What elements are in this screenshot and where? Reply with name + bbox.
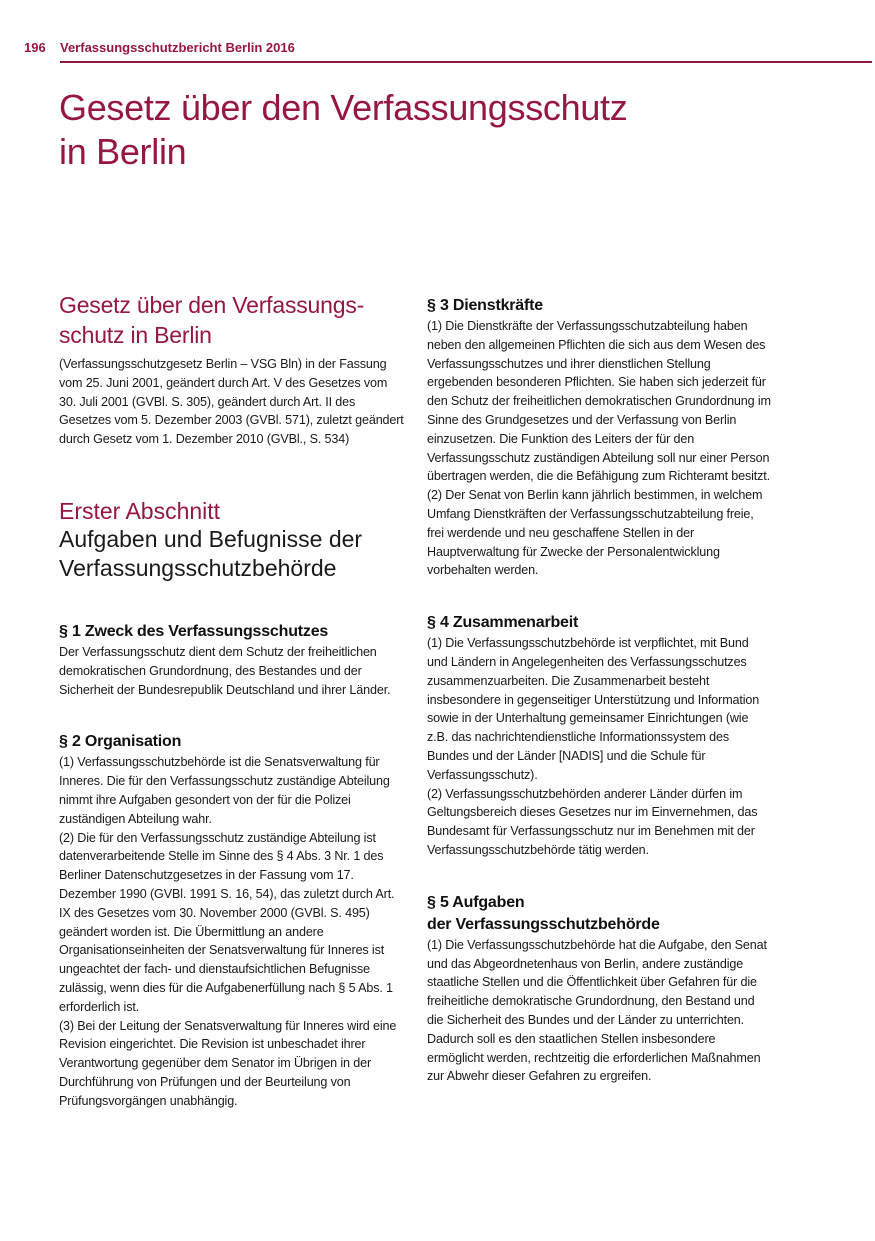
header-rule bbox=[60, 61, 872, 63]
paragraph-3 bbox=[427, 295, 772, 580]
page-title bbox=[59, 86, 659, 174]
running-header bbox=[24, 40, 295, 58]
section-title-line-1: Aufgaben und Befugnisse der bbox=[59, 525, 363, 552]
left-column bbox=[59, 290, 404, 1111]
paragraph-text: (2) Die für den Verfassungsschutz zuständige Abteilung ist datenverarbeitende Stelle im Sinne des § 4 Abs. 3 Nr. 1 des Berliner Datenschutzgesetzes in der Fassung vom 17. Dezember 1990 (GVBl. 1991 S. 16, 54), das zuletzt durch Art. IX des Gesetzes vom 30. November 2000 (GVBl. S. 495) geändert worden ist. Die Übermittlung an andere Organisationseinheiten der Senatsverwaltung für Inneres ist ungeachtet der fach- und dienstaufsichtlichen Befugnisse zulässig, wenn dies für die Aufgabenerfüllung nach § 5 Abs. 1 erforderlich ist. bbox=[59, 830, 395, 1014]
paragraph-2 bbox=[59, 731, 404, 1110]
paragraph-text: (1) Die Verfassungsschutzbehörde hat die Aufgabe, den Senat und das Abgeordnetenhaus von Berlin, andere zuständige staatliche Stellen und die Öffentlichkeit über Gefahren für die freiheitliche demokratische Grundordnung, den Bestand und die Sicherheit des Bundes und der Länder zu unterrichten. Dadurch soll es den staatlichen Stellen insbesondere ermöglicht werden, rechtzeitig die erforderlichen Maßnahmen zur Abwehr dieser Gefahren zu ergreifen. bbox=[427, 937, 767, 1084]
paragraph-text: (1) Die Dienstkräfte der Verfassungsschutzabteilung haben neben den allgemeinen Pflichten die sich aus dem Wesen des Verfassungsschutzes und ihrer dienstlichen Stellung ergebenden besonderen Pflichten. Sie haben sich jederzeit für den Schutz der freiheitlichen demokratischen Grundordnung im Sinne des Grundgesetzes und der Verfassung von Berlin einzusetzen. Die Funktion des Leiters der für den Verfassungsschutz zuständigen Abteilung soll nur einer Person übertragen werden, die die Befähigung zum Richteramt besitzt. bbox=[427, 319, 771, 484]
paragraph-heading: § 2 Organisation bbox=[59, 733, 182, 751]
right-column bbox=[427, 295, 772, 1086]
paragraph-text: (2) Der Senat von Berlin kann jährlich bestimmen, in welchem Umfang Dienstkräften der Verfassungsschutzabteilung freie, frei werdende und neu geschaffene Stellen in der Hauptverwaltung für Zwecke der Personalentwicklung vorbehalten werden. bbox=[427, 488, 763, 578]
page-number: 196 bbox=[24, 40, 46, 55]
page-title-line-1: Gesetz über den Verfassungsschutz bbox=[59, 87, 628, 128]
paragraph-heading-line-2: der Verfassungsschutzbehörde bbox=[427, 915, 660, 933]
law-title-line-2: schutz in Berlin bbox=[59, 322, 212, 348]
paragraph-text: (1) Verfassungsschutzbehörde ist die Senatsverwaltung für Inneres. Die für den Verfassungsschutz zuständige Abteilung nimmt ihre Aufgaben gesondert von der für die Polizei zuständigen Abteilung wahr. bbox=[59, 755, 390, 826]
paragraph-text: (2) Verfassungsschutzbehörden anderer Länder dürfen im Geltungsbereich dieses Gesetzes nur im Einvernehmen, das Bundesamt für Verfassungsschutz nur im Benehmen mit der Verfassungsschutzbehörde tätig werden. bbox=[427, 786, 758, 857]
paragraph-heading: § 3 Dienstkräfte bbox=[427, 297, 543, 314]
paragraph-text: Der Verfassungsschutz dient dem Schutz der freiheitlichen demokratischen Grundordnung, des Bestandes und der Sicherheit der Bundesrepublik Deutschland und ihrer Länder. bbox=[59, 644, 391, 697]
law-title-line-1: Gesetz über den Verfassungs- bbox=[59, 292, 365, 318]
paragraph-heading: § 1 Zweck des Verfassungsschutzes bbox=[59, 622, 329, 640]
paragraph-text: (1) Die Verfassungsschutzbehörde ist verpflichtet, mit Bund und Ländern in Angelegenheiten des Verfassungsschutzes zusammenzuarbeiten. Die Zusammenarbeit besteht insbesondere in gegenseitiger Unterstützung und Information sowie in der Unterhaltung gemeinsamer Einrichtungen (wie z.B. das nachrichtendienstliche Informationssystem des Bundes und der Länder [NADIS] und die Schule für Verfassungsschutz). bbox=[427, 636, 760, 782]
paragraph-1 bbox=[59, 621, 404, 699]
running-title: Verfassungsschutzbericht Berlin 2016 bbox=[60, 40, 295, 55]
law-title bbox=[59, 290, 404, 350]
section-title-line-2: Verfassungsschutzbehörde bbox=[59, 554, 337, 581]
paragraph-text: (3) Bei der Leitung der Senatsverwaltung für Inneres wird eine Revision eingerichtet. Die Revision ist unbeschadet ihrer Verantwortung gegenüber dem Senator im Übrigen in der Durchführung von Prüfungen und der Beurteilung von Prüfungsvorgängen unabhängig. bbox=[59, 1018, 397, 1108]
paragraph-heading bbox=[427, 892, 772, 936]
page-title-line-2: in Berlin bbox=[59, 131, 187, 172]
paragraph-heading-line-1: § 5 Aufgaben bbox=[427, 893, 525, 911]
section-title bbox=[59, 525, 404, 583]
section-label: Erster Abschnitt bbox=[59, 497, 221, 524]
law-intro: (Verfassungsschutzgesetz Berlin – VSG Bln) in der Fassung vom 25. Juni 2001, geändert durch Art. V des Gesetzes vom 30. Juli 2001 (GVBl. S. 305), geändert durch Art. II des Gesetzes vom 5. Dezember 2003 (GVBl. 571), zuletzt geändert durch Gesetz vom 1. Dezember 2010 (GVBl., S. 534) bbox=[59, 357, 404, 447]
paragraph-5 bbox=[427, 892, 772, 1086]
paragraph-4 bbox=[427, 612, 772, 860]
paragraph-heading: § 4 Zusammenarbeit bbox=[427, 614, 579, 632]
